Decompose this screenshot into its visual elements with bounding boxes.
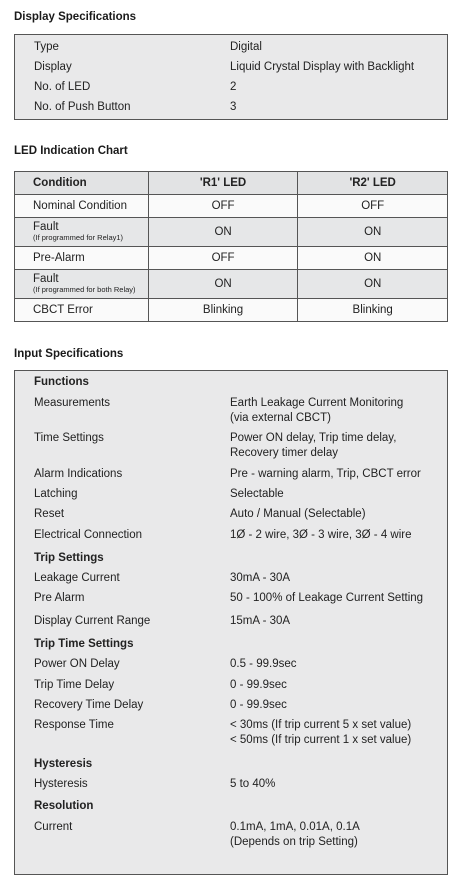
spec-value: 0.5 - 99.9sec	[230, 658, 297, 670]
spec-value: 5 to 40%	[230, 778, 276, 790]
spec-label: Power ON Delay	[34, 658, 120, 670]
condition-cell	[15, 218, 149, 247]
spec-value: Pre - warning alarm, Trip, CBCT error	[230, 468, 421, 480]
spec-value: 15mA - 30A	[230, 615, 291, 627]
input-spec-box	[14, 370, 448, 875]
input-spec-title: Input Specifications	[14, 348, 124, 360]
spec-label: Reset	[34, 508, 65, 520]
r1-cell: OFF	[148, 195, 298, 218]
r2-cell: ON	[298, 218, 448, 247]
condition-cell: CBCT Error	[15, 299, 149, 322]
r2-cell: ON	[298, 270, 448, 299]
spec-value: 1Ø - 2 wire, 3Ø - 3 wire, 3Ø - 4 wire	[230, 529, 412, 541]
spec-value: 30mA - 30A	[230, 572, 291, 584]
column-header: 'R2' LED	[298, 172, 448, 195]
display-spec-title: Display Specifications	[14, 11, 137, 23]
spec-label: No. of Push Button	[34, 101, 131, 113]
column-header: 'R1' LED	[148, 172, 298, 195]
table-row	[15, 270, 448, 299]
spec-label: No. of LED	[34, 81, 91, 93]
table-header-row	[15, 172, 448, 195]
spec-value: Power ON delay, Trip time delay,	[230, 432, 397, 444]
spec-label: Time Settings	[34, 432, 104, 444]
spec-label: Electrical Connection	[34, 529, 143, 541]
r1-cell: ON	[148, 270, 298, 299]
table-row	[15, 299, 448, 322]
condition-cell: Nominal Condition	[15, 195, 149, 218]
spec-value: Selectable	[230, 488, 284, 500]
spec-label: Measurements	[34, 397, 111, 409]
spec-label: Leakage Current	[34, 572, 120, 584]
spec-value: 0 - 99.9sec	[230, 699, 287, 711]
spec-value: < 30ms (If trip current 5 x set value)	[230, 719, 412, 731]
spec-value-line2: (Depends on trip Setting)	[230, 836, 358, 848]
condition-cell	[15, 270, 149, 299]
spec-label: Response Time	[34, 719, 114, 731]
spec-label: Display Current Range	[34, 615, 151, 627]
table-row	[15, 218, 448, 247]
condition-cell: Pre-Alarm	[15, 247, 149, 270]
spec-label: Trip Time Delay	[34, 679, 115, 691]
r2-cell: Blinking	[298, 299, 448, 322]
spec-value: 3	[230, 101, 237, 113]
spec-label: Recovery Time Delay	[34, 699, 144, 711]
spec-label: Display	[34, 61, 72, 73]
spec-value: Liquid Crystal Display with Backlight	[230, 61, 415, 73]
condition-note: (If programmed for Relay1)	[33, 233, 124, 242]
spec-value: Auto / Manual (Selectable)	[230, 508, 366, 520]
spec-label: Current	[34, 821, 73, 833]
spec-value-line2: Recovery timer delay	[230, 447, 339, 459]
r1-cell: OFF	[148, 247, 298, 270]
resolution-heading: Resolution	[34, 800, 94, 812]
spec-label: Type	[34, 41, 59, 53]
condition-label: Fault	[33, 221, 59, 233]
r2-cell: OFF	[298, 195, 448, 218]
functions-heading: Functions	[34, 376, 89, 388]
condition-label: Fault	[33, 273, 59, 285]
spec-value: 50 - 100% of Leakage Current Setting	[230, 592, 424, 604]
table-row	[15, 247, 448, 270]
spec-value: 0 - 99.9sec	[230, 679, 287, 691]
led-indication-table	[14, 171, 448, 322]
table-row	[15, 195, 448, 218]
hysteresis-heading: Hysteresis	[34, 758, 93, 770]
spec-value: 0.1mA, 1mA, 0.01A, 0.1A	[230, 821, 360, 833]
spec-value: Earth Leakage Current Monitoring	[230, 397, 404, 409]
spec-label: Alarm Indications	[34, 468, 123, 480]
r1-cell: ON	[148, 218, 298, 247]
display-spec-box	[14, 34, 448, 120]
spec-label: Latching	[34, 488, 78, 500]
spec-value: 2	[230, 81, 237, 93]
spec-label: Pre Alarm	[34, 592, 85, 604]
spec-label: Hysteresis	[34, 778, 88, 790]
trip-settings-heading: Trip Settings	[34, 552, 104, 564]
column-header: Condition	[15, 172, 149, 195]
r2-cell: ON	[298, 247, 448, 270]
condition-note: (If programmed for both Relay)	[33, 285, 136, 294]
led-chart-title: LED Indication Chart	[14, 145, 128, 157]
r1-cell: Blinking	[148, 299, 298, 322]
spec-value-line2: (via external CBCT)	[230, 412, 331, 424]
trip-time-heading: Trip Time Settings	[34, 638, 134, 650]
spec-value-line2: < 50ms (If trip current 1 x set value)	[230, 734, 412, 746]
spec-value: Digital	[230, 41, 262, 53]
